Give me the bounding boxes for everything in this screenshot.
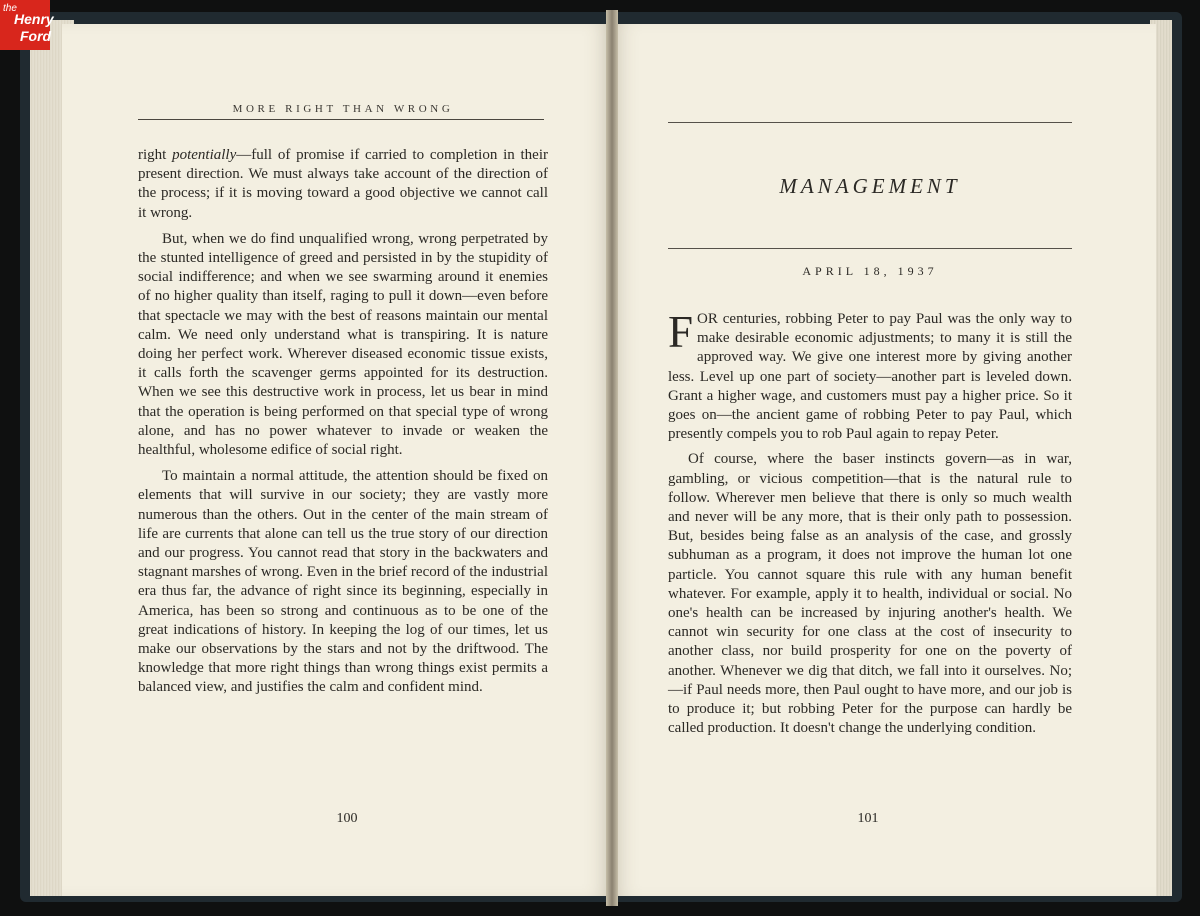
left-paragraph-2: But, when we do find unqualified wrong, wrong perpetrated by the stunted intelligence of greed and persisted in by the stupidity of social indifference; and when we see swarming around it enemies of no higher quality than itself, raging to pull it down—even before that spectacle we may with the best of reasons maintain our mental calm. We need only understand what is transpiring. It is nature doing her perfect work. Wherever diseased economic tissue exists, it calls forth the scavenger germs appointed for its destruction. When we see this destructive work in process, let us bear in mind that the operation is being performed on that special type of wrong alone, and has no power whatever to invade or weaken the healthful, wholesome edifice of social right. — [138, 230, 548, 459]
chapter-date: APRIL 18, 1937 — [802, 264, 938, 278]
book-gutter — [606, 10, 618, 906]
running-head-rule — [138, 119, 544, 120]
chapter-rule-bottom — [668, 248, 1072, 249]
left-paragraph-3: To maintain a normal attitude, the attention should be fixed on elements that will survive in our society; they are vastly more numerous than the others. Out in the center of the main stream of life are currents that alone can tell us the true story of our direction and our progress. You cannot read that story in the backwaters and stagnant marshes of wrong. Even in the brief record of the industrial era thus far, the advance of right since its beginning, especially in America, has been so strong and continuous as to be one of the great indications of history. In keeping the log of our times, let us make our observations by the stars and not by the driftwood. The knowledge that more right things than wrong things exist permits a balanced view, and justifies the calm and confident mind. — [138, 468, 548, 696]
left-page-body — [138, 146, 548, 705]
left-page — [62, 24, 612, 896]
logo-henry: Henry — [14, 11, 54, 27]
right-paragraph-1 — [668, 307, 1072, 444]
right-page — [612, 24, 1156, 896]
left-paragraph-1 — [138, 146, 548, 223]
logo-ford: Ford — [20, 28, 52, 44]
chapter-rule-top — [668, 122, 1072, 123]
chapter-title: MANAGEMENT — [779, 174, 961, 198]
right-p1-rest: centuries, robbing Peter to pay Paul was the only way to make desirable economic adjustments; to many it is still the approved way. We give one interest more by giving another less. Level up one part of society—another part is leveled down. Grant a higher wage, and customers must pay a higher price. So it goes on—the ancient game of robbing Peter to pay Paul, which presently compels you to rob Paul again to repay Peter. — [668, 311, 1072, 443]
right-page-body — [668, 307, 1072, 744]
left-p1-rest: —full of promise if carried to completion in their present direction. We must always take account of the direction of the process; if it is moving toward a good objective we cannot call it wrong. — [138, 147, 548, 221]
right-p1-smallcaps: OR — [697, 311, 718, 327]
henry-ford-logo — [0, 0, 54, 50]
page-number-right: 101 — [857, 811, 879, 826]
drop-cap: F — [668, 307, 694, 357]
logo-the: the — [3, 3, 17, 14]
right-paragraph-2: Of course, where the baser instincts govern—as in war, gambling, or vicious competition—that is the natural rule to follow. Wherever men believe that there is only so much wealth and never will be any more, that is their only path to possession. But, besides being false as an analysis of the case, and grossly subhuman as a program, it does not improve the human lot one particle. You cannot square this rule with any human benefit whatever. For example, apply it to health, individual or social. No one's health can be increased by injuring another's health. We cannot win security for one class at the cost of insecurity to another class, nor build prosperity for one on the poverty of another. Whenever we dig that ditch, we fall into it ourselves. No;—if Paul needs more, then Paul ought to have more, and our job is to produce it; but robbing Peter for the purpose can hardly be called production. It doesn't change the underlying condition. — [668, 451, 1072, 737]
page-number-left: 100 — [336, 811, 358, 826]
left-p1-emphasis: potentially — [172, 147, 237, 163]
running-head: MORE RIGHT THAN WRONG — [232, 103, 454, 115]
left-p1-lead: right — [138, 147, 173, 163]
